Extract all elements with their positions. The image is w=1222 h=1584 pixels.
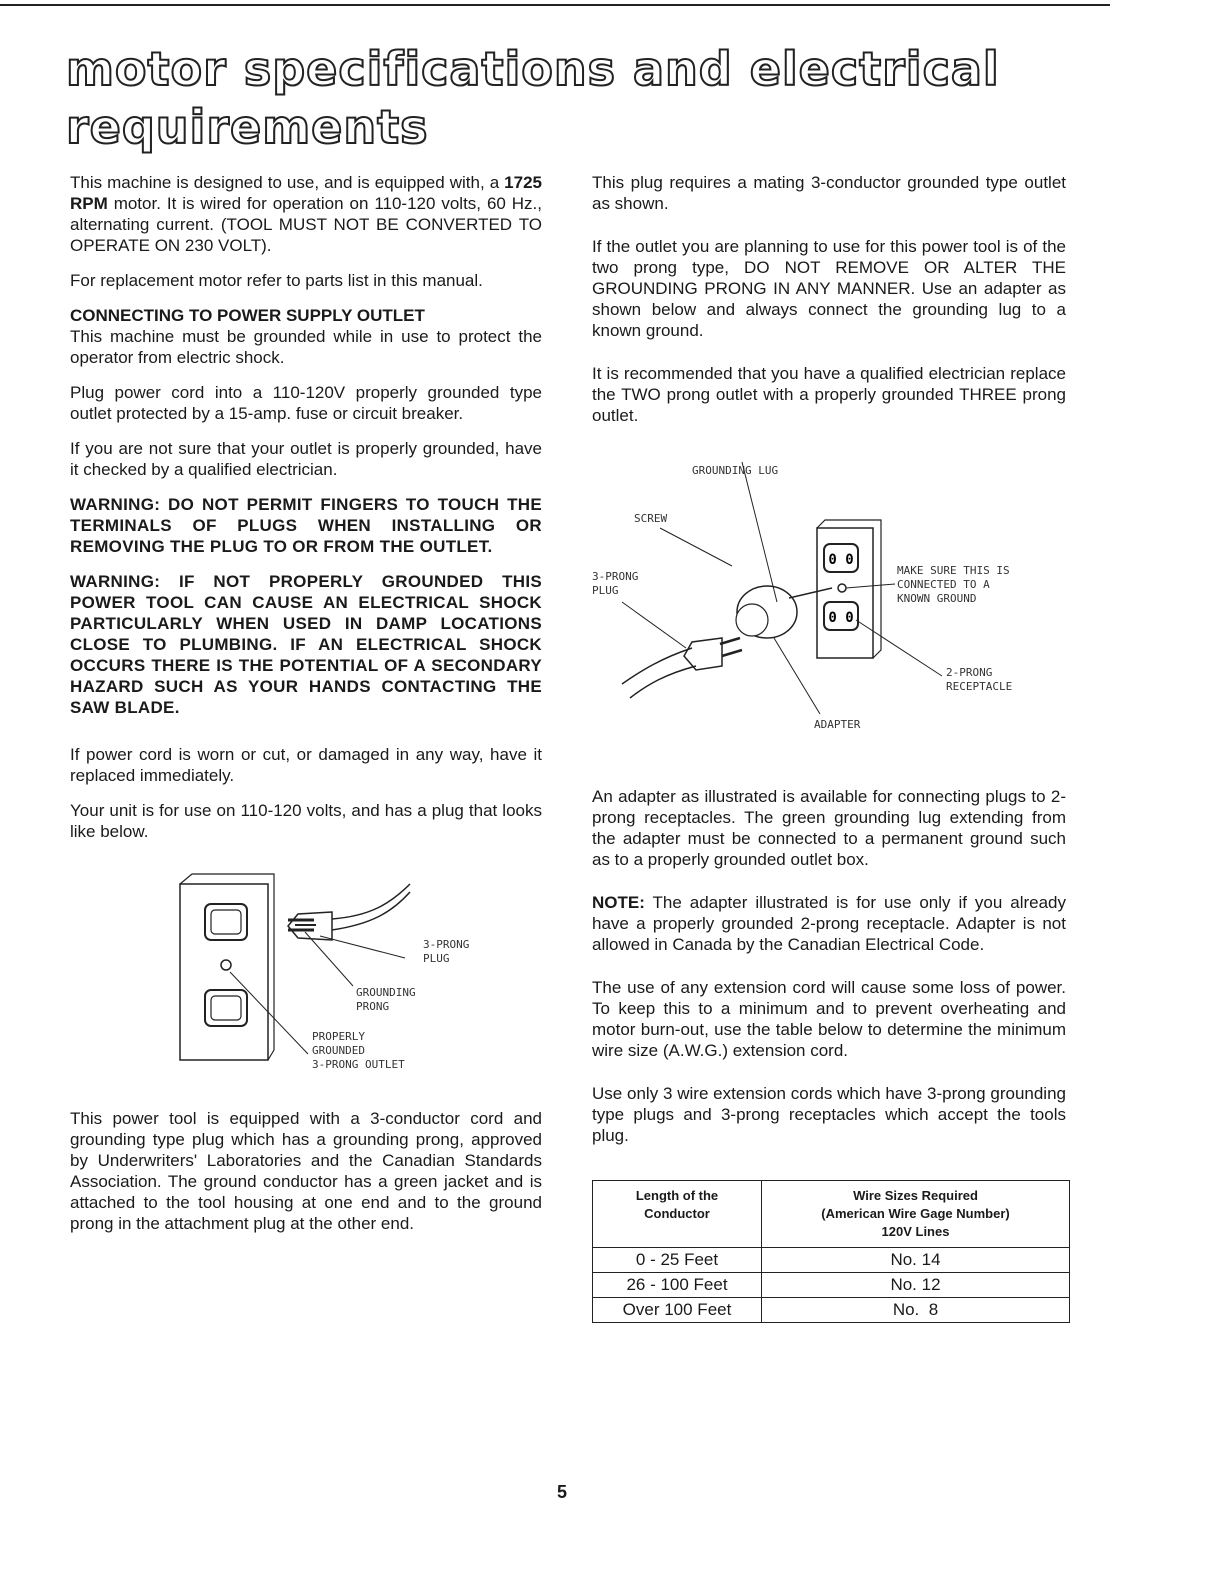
screw-icon bbox=[221, 960, 231, 970]
svg-text:3-PRONG: 3-PRONG bbox=[592, 570, 639, 583]
svg-text:SCREW: SCREW bbox=[634, 512, 668, 525]
conductor-paragraph: This power tool is equipped with a 3-conductor cord and grounding type plug which has a grounding prong, approved by Underwriters' Laboratories and the Canadian Standards Association. The ground conductor has a green jacket and is attached to the tool housing at one end and to the ground prong in the attachment plug at the other end. bbox=[70, 1109, 542, 1233]
svg-text:3-PRONG: 3-PRONG bbox=[423, 938, 470, 951]
section-heading: CONNECTING TO POWER SUPPLY OUTLET bbox=[70, 306, 425, 325]
left-column bbox=[70, 172, 542, 1234]
screw-icon bbox=[838, 584, 846, 592]
svg-text:GROUNDING: GROUNDING bbox=[356, 986, 416, 999]
electrician-paragraph: It is recommended that you have a qualified electrician replace the TWO prong outlet with a properly grounded THREE prong outlet. bbox=[592, 364, 1066, 425]
plug-body bbox=[684, 638, 722, 670]
grounding-paragraph: This machine must be grounded while in use to protect the operator from electric shock. bbox=[70, 327, 542, 367]
svg-text:GROUNDING LUG: GROUNDING LUG bbox=[692, 464, 779, 477]
svg-text:PLUG: PLUG bbox=[592, 584, 619, 597]
svg-text:0 0: 0 0 bbox=[828, 552, 854, 568]
grounding-lug bbox=[789, 588, 832, 598]
intro-paragraph: This machine is designed to use, and is equipped with, a 1725 RPM motor. It is wired for operation on 110-120 volts, 60 Hz., alternating current. (TOOL MUST NOT BE CONVERTED TO OPERATE ON 230 VOLT). bbox=[70, 173, 542, 255]
svg-text:RECEPTACLE: RECEPTACLE bbox=[946, 680, 1013, 693]
top-rule bbox=[0, 4, 1110, 6]
note-paragraph: NOTE: The adapter illustrated is for use only if you already have a properly grounded 2-prong receptacle. Adapter is not allowed in Canada by the Canadian Electrical Code. bbox=[592, 893, 1066, 954]
wire-size-header: Wire Sizes Required (American Wire Gage Number) 120V Lines bbox=[762, 1181, 1070, 1248]
svg-text:0 0: 0 0 bbox=[828, 610, 854, 626]
length-header: Length of the Conductor bbox=[593, 1181, 762, 1248]
page-number: 5 bbox=[557, 1482, 568, 1502]
extension-cord-paragraph: The use of any extension cord will cause some loss of power. To keep this to a minimum and to prevent overheating and motor burn-out, use the table below to determine the minimum wire size (A.W.G.) extension cord. bbox=[592, 978, 1066, 1060]
power-cord bbox=[332, 884, 410, 919]
outlet-check-paragraph: If you are not sure that your outlet is properly grounded, have it checked by a qualified electrician. bbox=[70, 439, 542, 479]
grounded-outlet-figure bbox=[70, 864, 542, 1094]
two-prong-paragraph: If the outlet you are planning to use for this power tool is of the two prong type, DO NOT REMOVE OR ALTER THE GROUNDING PRONG IN ANY MANNER. Use an adapter as shown below and always connect the grounding lug to a known ground. bbox=[592, 237, 1066, 340]
page-title: motor specifications and electrical requirements bbox=[66, 42, 1000, 154]
svg-text:CONNECTED TO A: CONNECTED TO A bbox=[897, 578, 990, 591]
svg-text:PRONG: PRONG bbox=[356, 1000, 390, 1013]
svg-text:3-PRONG OUTLET: 3-PRONG OUTLET bbox=[312, 1058, 405, 1071]
svg-text:2-PRONG: 2-PRONG bbox=[946, 666, 993, 679]
warning-grounding: WARNING: IF NOT PROPERLY GROUNDED THIS POWER TOOL CAN CAUSE AN ELECTRICAL SHOCK PARTICULARLY WHEN USED IN DAMP LOCATIONS CLOSE TO PLUMBING. IF AN ELECTRICAL SHOCK OCCURS THERE IS THE POTENTIAL OF A SECONDARY HAZARD SUCH AS YOUR HANDS CONTACTING THE SAW BLADE. bbox=[70, 572, 542, 717]
table-row: Over 100 Feet No. 8 bbox=[593, 1298, 1070, 1323]
right-column bbox=[592, 172, 1066, 1323]
plug-cord-paragraph: Plug power cord into a 110-120V properly grounded type outlet protected by a 15-amp. fuse or circuit breaker. bbox=[70, 383, 542, 423]
warning-fingers: WARNING: DO NOT PERMIT FINGERS TO TOUCH THE TERMINALS OF PLUGS WHEN INSTALLING OR REMOVING THE PLUG TO OR FROM THE OUTLET. bbox=[70, 495, 542, 556]
replacement-motor-paragraph: For replacement motor refer to parts list in this manual. bbox=[70, 271, 483, 290]
svg-text:KNOWN GROUND: KNOWN GROUND bbox=[897, 592, 977, 605]
cord-damage-paragraph: If power cord is worn or cut, or damaged in any way, have it replaced immediately. bbox=[70, 745, 542, 785]
mating-outlet-paragraph: This plug requires a mating 3-conductor grounded type outlet as shown. bbox=[592, 173, 1066, 213]
table-row: 26 - 100 Feet No. 12 bbox=[593, 1273, 1070, 1298]
power-cord bbox=[622, 648, 692, 684]
voltage-paragraph: Your unit is for use on 110-120 volts, and has a plug that looks like below. bbox=[70, 801, 542, 841]
wire-size-table bbox=[592, 1180, 1070, 1323]
svg-text:GROUNDED: GROUNDED bbox=[312, 1044, 365, 1057]
adapter-paragraph: An adapter as illustrated is available for connecting plugs to 2-prong receptacles. The green grounding lug extending from the adapter must be connected to a permanent ground such as to a properly grounded outlet box. bbox=[592, 787, 1066, 869]
adapter-figure bbox=[592, 452, 1066, 752]
three-wire-paragraph: Use only 3 wire extension cords which have 3-prong grounding type plugs and 3-prong receptacles which accept the tools plug. bbox=[592, 1084, 1066, 1145]
svg-text:MAKE SURE THIS IS: MAKE SURE THIS IS bbox=[897, 564, 1010, 577]
svg-text:PROPERLY: PROPERLY bbox=[312, 1030, 365, 1043]
table-header-row bbox=[593, 1181, 1070, 1248]
svg-text:PLUG: PLUG bbox=[423, 952, 450, 965]
svg-text:ADAPTER: ADAPTER bbox=[814, 718, 861, 731]
table-row: 0 - 25 Feet No. 14 bbox=[593, 1248, 1070, 1273]
